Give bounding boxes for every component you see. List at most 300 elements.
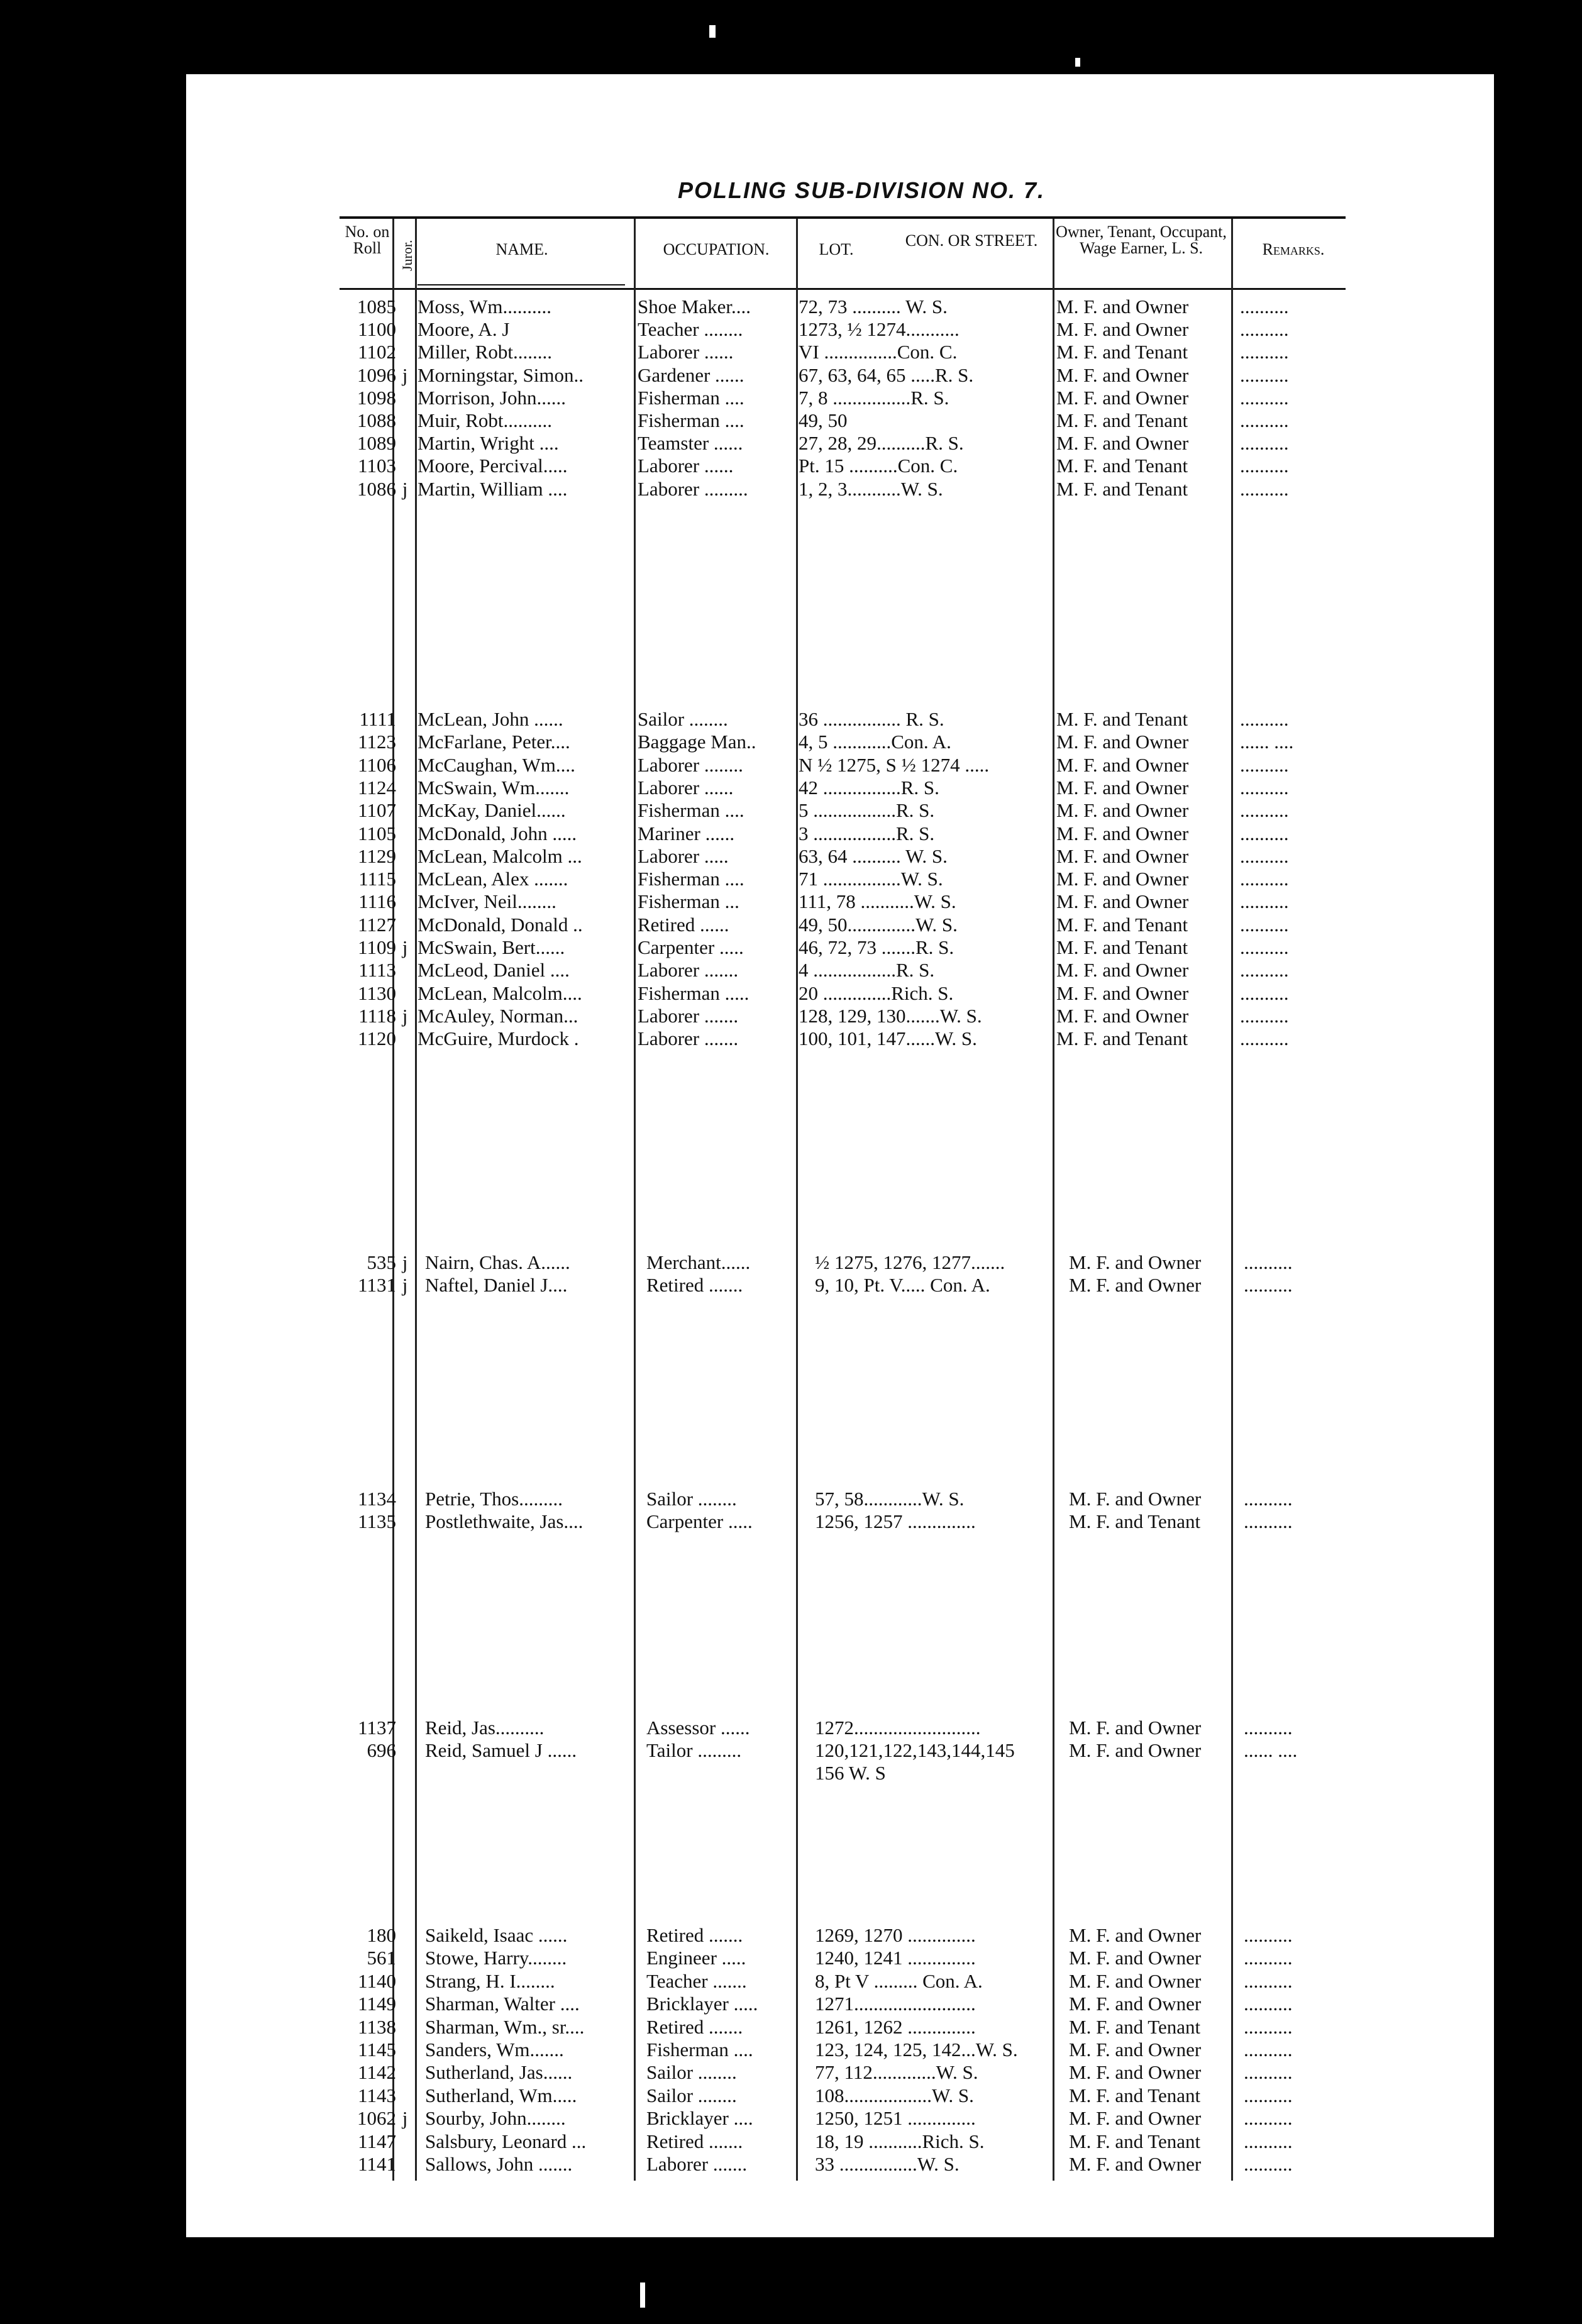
- tenure-status: M. F. and Tenant: [1056, 409, 1188, 431]
- lot-street: 49, 50..............W. S.: [799, 913, 958, 936]
- occupation: Laborer .......: [638, 1004, 739, 1027]
- roll-number: 1143: [358, 2084, 396, 2106]
- remarks: ..........: [1240, 936, 1289, 958]
- occupation: Laborer ......: [638, 455, 734, 477]
- tenure-status: M. F. and Tenant: [1056, 341, 1188, 363]
- occupation: Laborer .......: [646, 2153, 748, 2175]
- occupation: Teamster ......: [638, 432, 743, 455]
- remarks: ..........: [1240, 868, 1289, 890]
- table-row: [0, 409, 1582, 432]
- table-row: [0, 2084, 1582, 2107]
- roll-number: 1137: [358, 1717, 396, 1739]
- table-row: [0, 982, 1582, 1005]
- table-row: [0, 890, 1582, 913]
- elector-name: McIver, Neil........: [418, 890, 556, 913]
- elector-name: Sutherland, Wm.....: [425, 2084, 577, 2106]
- elector-name: Sutherland, Jas......: [425, 2061, 573, 2084]
- elector-name: Muir, Robt..........: [418, 409, 553, 431]
- remarks: ..........: [1240, 890, 1289, 913]
- remarks: ..........: [1240, 386, 1289, 409]
- occupation: Bricklayer .....: [646, 1993, 758, 2015]
- lot-street: 128, 129, 130.......W. S.: [799, 1004, 982, 1027]
- scan-mark-top-right: [1075, 58, 1080, 67]
- tenure-status: M. F. and Owner: [1069, 1717, 1202, 1739]
- lot-street: 57, 58............W. S.: [815, 1488, 965, 1510]
- lot-street: 1273, ½ 1274...........: [799, 318, 960, 341]
- tenure-status: M. F. and Owner: [1056, 432, 1189, 455]
- table-row: [0, 1993, 1582, 2015]
- occupation: Mariner ......: [638, 822, 735, 844]
- roll-number: 1134: [358, 1488, 396, 1510]
- elector-name: Sharman, Walter ....: [425, 1993, 580, 2015]
- table-row: [0, 1739, 1582, 1762]
- col-divider-2: [415, 219, 417, 2181]
- roll-number: 1118: [358, 1004, 396, 1027]
- remarks: ..........: [1244, 2084, 1293, 2106]
- elector-name: Morrison, John......: [418, 386, 566, 409]
- tenure-status: M. F. and Owner: [1069, 1993, 1202, 2015]
- lot-street: 18, 19 ...........Rich. S.: [815, 2130, 985, 2152]
- tenure-status: M. F. and Tenant: [1056, 913, 1188, 936]
- elector-name: McDonald, John .....: [418, 822, 577, 844]
- roll-number: 1149: [358, 1993, 396, 2015]
- elector-name: McSwain, Wm.......: [418, 776, 570, 799]
- elector-name: Petrie, Thos.........: [425, 1488, 563, 1510]
- col-header-status: Owner, Tenant, Occupant, Wage Earner, L. S.: [1056, 223, 1227, 257]
- roll-number: 1116: [358, 890, 396, 913]
- elector-name: Naftel, Daniel J....: [425, 1274, 568, 1296]
- remarks: ..........: [1240, 844, 1289, 867]
- roll-number: 1123: [358, 731, 396, 753]
- remarks: ..........: [1244, 2107, 1293, 2130]
- table-row: [0, 432, 1582, 455]
- occupation: Sailor ........: [646, 2084, 737, 2106]
- remarks: ..........: [1240, 296, 1289, 318]
- roll-number: 535: [367, 1251, 396, 1273]
- tenure-status: M. F. and Owner: [1069, 1969, 1202, 1992]
- remarks: ..........: [1240, 913, 1289, 936]
- lot-street: 46, 72, 73 .......R. S.: [799, 936, 954, 958]
- table-row: [0, 1970, 1582, 1993]
- roll-number: 1145: [358, 2039, 396, 2061]
- remarks: ..........: [1244, 1993, 1293, 2015]
- table-row: [0, 2039, 1582, 2061]
- col-header-lot: LOT.: [819, 240, 854, 258]
- lot-street: N ½ 1275, S ½ 1274 .....: [799, 753, 990, 776]
- tenure-status: M. F. and Owner: [1056, 799, 1189, 822]
- tenure-status: M. F. and Tenant: [1056, 1027, 1188, 1050]
- roll-number: 1107: [358, 799, 396, 822]
- roll-number: 1130: [358, 982, 396, 1004]
- scan-mark-bottom: [640, 2282, 645, 2308]
- lot-street: 1240, 1241 ..............: [815, 1947, 976, 1969]
- remarks: ..........: [1240, 1004, 1289, 1027]
- tenure-status: M. F. and Owner: [1056, 386, 1189, 409]
- roll-number: 1142: [358, 2061, 396, 2084]
- roll-number: 1105: [358, 822, 396, 844]
- roll-number: 1102: [358, 341, 396, 363]
- occupation: Sailor ........: [646, 2061, 737, 2084]
- occupation: Retired .......: [646, 2130, 743, 2152]
- col-header-juror: Juror.: [399, 240, 415, 271]
- elector-name: Saikeld, Isaac ......: [425, 1924, 568, 1946]
- remarks: ..........: [1244, 1969, 1293, 1992]
- remarks: ..........: [1240, 455, 1289, 477]
- remarks: ..........: [1240, 753, 1289, 776]
- occupation: Fisherman ....: [638, 799, 744, 822]
- roll-number: 1109: [358, 936, 396, 958]
- occupation: Laborer .......: [638, 959, 739, 982]
- header-top-rule: [340, 216, 1346, 219]
- elector-name: Strang, H. I........: [425, 1969, 555, 1992]
- table-row: [0, 868, 1582, 890]
- table-row: [0, 341, 1582, 363]
- roll-number: 1135: [358, 1510, 396, 1532]
- elector-name: Moore, A. J: [418, 318, 510, 341]
- tenure-status: M. F. and Owner: [1056, 982, 1189, 1004]
- tenure-status: M. F. and Owner: [1069, 2039, 1202, 2061]
- col-header-no-roll: No. on Roll: [345, 223, 390, 257]
- table-row: [0, 959, 1582, 982]
- col-header-occupation: OCCUPATION.: [663, 240, 770, 258]
- lot-street: 1272..........................: [815, 1717, 981, 1739]
- lot-street: 8, Pt V ......... Con. A.: [815, 1969, 983, 1992]
- roll-number: 696: [367, 1739, 396, 1761]
- tenure-status: M. F. and Owner: [1056, 868, 1189, 890]
- lot-street: 9, 10, Pt. V..... Con. A.: [815, 1274, 990, 1296]
- elector-name: McFarlane, Peter....: [418, 731, 570, 753]
- occupation: Teacher ........: [638, 318, 743, 341]
- lot-street: 49, 50: [799, 409, 848, 431]
- occupation: Retired .......: [646, 1924, 743, 1946]
- occupation: Laborer ........: [638, 753, 743, 776]
- remarks: ..........: [1244, 1251, 1293, 1273]
- elector-name: McCaughan, Wm....: [418, 753, 575, 776]
- tenure-status: M. F. and Tenant: [1056, 936, 1188, 958]
- juror-mark: j: [402, 1004, 408, 1027]
- table-row: [0, 318, 1582, 341]
- remarks: ..........: [1240, 708, 1289, 730]
- tenure-status: M. F. and Owner: [1069, 1274, 1202, 1296]
- lot-street: 100, 101, 147......W. S.: [799, 1027, 977, 1050]
- remarks: ..........: [1244, 2130, 1293, 2152]
- table-row: [0, 936, 1582, 959]
- table-row: [0, 822, 1582, 845]
- occupation: Assessor ......: [646, 1717, 750, 1739]
- elector-name: McGuire, Murdock .: [418, 1027, 579, 1050]
- juror-mark: j: [402, 477, 408, 500]
- elector-name: Sourby, John........: [425, 2107, 566, 2130]
- lot-street: 42 ................R. S.: [799, 776, 939, 799]
- col-divider-3: [634, 219, 636, 2181]
- occupation: Laborer .........: [638, 477, 748, 500]
- col-divider-1: [392, 219, 394, 2181]
- elector-name: Reid, Jas..........: [425, 1717, 545, 1739]
- elector-name: McKay, Daniel......: [418, 799, 566, 822]
- remarks: ..........: [1244, 2015, 1293, 2038]
- lot-street: 36 ................ R. S.: [799, 708, 944, 730]
- elector-name: Sallows, John .......: [425, 2153, 573, 2175]
- elector-name: McLean, Alex .......: [418, 868, 568, 890]
- occupation: Laborer ......: [638, 341, 734, 363]
- tenure-status: M. F. and Owner: [1056, 844, 1189, 867]
- roll-number: 1085: [357, 296, 396, 318]
- occupation: Carpenter .....: [646, 1510, 753, 1532]
- roll-number: 1103: [358, 455, 396, 477]
- col-header-remarks: Remarks.: [1262, 240, 1325, 258]
- tenure-status: M. F. and Owner: [1069, 1739, 1202, 1761]
- table-row: [0, 914, 1582, 936]
- roll-number: 1100: [358, 318, 396, 341]
- col-header-con-street: CON. OR STREET.: [905, 231, 1038, 250]
- tenure-status: M. F. and Owner: [1069, 2061, 1202, 2084]
- table-row: [0, 364, 1582, 387]
- roll-number: 180: [367, 1924, 396, 1946]
- roll-number: 1111: [359, 708, 396, 730]
- tenure-status: M. F. and Owner: [1069, 2153, 1202, 2175]
- remarks: ..........: [1240, 982, 1289, 1004]
- table-row: [0, 731, 1582, 753]
- lot-street: 156 W. S: [815, 1762, 886, 1784]
- occupation: Retired .......: [646, 2015, 743, 2038]
- occupation: Merchant......: [646, 1251, 751, 1273]
- elector-name: Miller, Robt........: [418, 341, 553, 363]
- occupation: Teacher .......: [646, 1969, 747, 1992]
- elector-name: Reid, Samuel J ......: [425, 1739, 577, 1761]
- tenure-status: M. F. and Tenant: [1056, 455, 1188, 477]
- col-divider-6: [1231, 219, 1233, 2181]
- roll-number: 1088: [357, 409, 396, 431]
- roll-number: 1106: [358, 753, 396, 776]
- occupation: Retired .......: [646, 1274, 743, 1296]
- lot-street: 1, 2, 3...........W. S.: [799, 477, 943, 500]
- table-row: [0, 387, 1582, 409]
- occupation: Gardener ......: [638, 363, 744, 386]
- table-row: [0, 1488, 1582, 1510]
- roll-number: 1131: [358, 1274, 396, 1296]
- page-title: POLLING SUB-DIVISION NO. 7.: [677, 177, 1046, 203]
- occupation: Shoe Maker....: [638, 296, 751, 318]
- table-row: [0, 2130, 1582, 2153]
- juror-mark: j: [402, 1251, 408, 1273]
- lot-street: 5 .................R. S.: [799, 799, 935, 822]
- lot-street: 77, 112.............W. S.: [815, 2061, 978, 2084]
- occupation: Sailor ........: [646, 1488, 737, 1510]
- remarks: ..........: [1240, 799, 1289, 822]
- table-row: [0, 1510, 1582, 1533]
- tenure-status: M. F. and Owner: [1056, 363, 1189, 386]
- lot-street: VI ...............Con. C.: [799, 341, 958, 363]
- lot-street: 1261, 1262 ..............: [815, 2015, 976, 2038]
- table-row: [0, 799, 1582, 822]
- occupation: Laborer ......: [638, 776, 734, 799]
- table-row: [0, 708, 1582, 731]
- tenure-status: M. F. and Owner: [1056, 318, 1189, 341]
- remarks: ..........: [1240, 432, 1289, 455]
- remarks: ..........: [1244, 1947, 1293, 1969]
- tenure-status: M. F. and Owner: [1069, 1251, 1202, 1273]
- roll-number: 1096: [357, 363, 396, 386]
- remarks: ..........: [1240, 1027, 1289, 1050]
- elector-name: McSwain, Bert......: [418, 936, 565, 958]
- lot-street: 120,121,122,143,144,145: [815, 1739, 1015, 1761]
- elector-name: Moss, Wm..........: [418, 296, 552, 318]
- occupation: Engineer .....: [646, 1947, 746, 1969]
- header-bottom-rule: [340, 288, 1346, 290]
- col-divider-4: [796, 219, 798, 2181]
- lot-street: 33 ................W. S.: [815, 2153, 960, 2175]
- occupation: Laborer .....: [638, 844, 729, 867]
- lot-street: 111, 78 ...........W. S.: [799, 890, 956, 913]
- tenure-status: M. F. and Tenant: [1069, 2084, 1201, 2106]
- juror-mark: j: [402, 936, 408, 958]
- occupation: Tailor .........: [646, 1739, 742, 1761]
- elector-name: Salsbury, Leonard ...: [425, 2130, 587, 2152]
- lot-street: 4, 5 ............Con. A.: [799, 731, 951, 753]
- juror-mark: j: [402, 1274, 408, 1296]
- tenure-status: M. F. and Tenant: [1056, 708, 1188, 730]
- lot-street: 72, 73 .......... W. S.: [799, 296, 948, 318]
- elector-name: Sanders, Wm.......: [425, 2039, 564, 2061]
- elector-name: Martin, Wright ....: [418, 432, 559, 455]
- tenure-status: M. F. and Tenant: [1056, 477, 1188, 500]
- col-header-name: NAME.: [495, 240, 548, 258]
- tenure-status: M. F. and Owner: [1069, 1947, 1202, 1969]
- lot-street: 1269, 1270 ..............: [815, 1924, 976, 1946]
- tenure-status: M. F. and Owner: [1056, 890, 1189, 913]
- table-row: [0, 777, 1582, 799]
- elector-name: Sharman, Wm., sr....: [425, 2015, 585, 2038]
- table-row: [0, 845, 1582, 868]
- remarks: ...... ....: [1244, 1739, 1298, 1761]
- elector-name: Martin, William ....: [418, 477, 568, 500]
- tenure-status: M. F. and Owner: [1069, 1488, 1202, 1510]
- elector-name: Nairn, Chas. A......: [425, 1251, 570, 1273]
- lot-street: ½ 1275, 1276, 1277.......: [815, 1251, 1005, 1273]
- elector-name: McLeod, Daniel ....: [418, 959, 570, 982]
- tenure-status: M. F. and Owner: [1056, 731, 1189, 753]
- table-row: [0, 478, 1582, 501]
- occupation: Retired ......: [638, 913, 729, 936]
- tenure-status: M. F. and Owner: [1069, 2107, 1202, 2130]
- table-row: [0, 1027, 1582, 1050]
- roll-number: 1062: [357, 2107, 396, 2130]
- tenure-status: M. F. and Owner: [1056, 822, 1189, 844]
- tenure-status: M. F. and Owner: [1056, 296, 1189, 318]
- elector-name: McLean, John ......: [418, 708, 563, 730]
- roll-number: 1098: [357, 386, 396, 409]
- tenure-status: M. F. and Owner: [1056, 1004, 1189, 1027]
- roll-number: 1127: [358, 913, 396, 936]
- remarks: ..........: [1240, 776, 1289, 799]
- remarks: ..........: [1240, 318, 1289, 341]
- elector-name: McAuley, Norman...: [418, 1004, 578, 1027]
- remarks: ..........: [1244, 1924, 1293, 1946]
- tenure-status: M. F. and Owner: [1056, 959, 1189, 982]
- roll-number: 1120: [358, 1027, 396, 1050]
- roll-number: 1113: [358, 959, 396, 982]
- table-row: [0, 296, 1582, 318]
- remarks: ..........: [1244, 1717, 1293, 1739]
- table-row: [0, 1924, 1582, 1947]
- table-row: [0, 455, 1582, 477]
- lot-street: 20 ..............Rich. S.: [799, 982, 954, 1004]
- remarks: ..........: [1244, 2039, 1293, 2061]
- elector-name: McDonald, Donald ..: [418, 913, 583, 936]
- tenure-status: M. F. and Owner: [1056, 776, 1189, 799]
- remarks: ..........: [1244, 2061, 1293, 2084]
- roll-number: 1086: [357, 477, 396, 500]
- table-row: [0, 1274, 1582, 1297]
- occupation: Carpenter .....: [638, 936, 744, 958]
- remarks: ..........: [1240, 822, 1289, 844]
- remarks: ..........: [1240, 477, 1289, 500]
- roll-number: 1138: [358, 2015, 396, 2038]
- table-row: [0, 2016, 1582, 2039]
- name-underline: [418, 284, 625, 285]
- remarks: ...... ....: [1240, 731, 1294, 753]
- juror-mark: j: [402, 363, 408, 386]
- lot-street: 1271.........................: [815, 1993, 976, 2015]
- occupation: Fisherman ....: [638, 386, 744, 409]
- occupation: Bricklayer ....: [646, 2107, 753, 2130]
- tenure-status: M. F. and Owner: [1056, 753, 1189, 776]
- juror-mark: j: [402, 2107, 408, 2130]
- roll-number: 561: [367, 1947, 396, 1969]
- elector-name: McLean, Malcolm ...: [418, 844, 582, 867]
- lot-street: 71 ................W. S.: [799, 868, 943, 890]
- remarks: ..........: [1244, 1274, 1293, 1296]
- table-row: [0, 2061, 1582, 2084]
- tenure-status: M. F. and Tenant: [1069, 1510, 1201, 1532]
- table-row: [0, 1005, 1582, 1027]
- roll-number: 1089: [357, 432, 396, 455]
- lot-street: 123, 124, 125, 142...W. S.: [815, 2039, 1018, 2061]
- occupation: Fisherman ....: [638, 409, 744, 431]
- table-row: [0, 2107, 1582, 2130]
- lot-street: 7, 8 ................R. S.: [799, 386, 949, 409]
- table-row: [0, 1947, 1582, 1969]
- elector-name: McLean, Malcolm....: [418, 982, 582, 1004]
- remarks: ..........: [1244, 1488, 1293, 1510]
- remarks: ..........: [1240, 363, 1289, 386]
- lot-street: 108..................W. S.: [815, 2084, 974, 2106]
- lot-street: 67, 63, 64, 65 .....R. S.: [799, 363, 974, 386]
- elector-name: Moore, Percival.....: [418, 455, 568, 477]
- roll-number: 1141: [358, 2153, 396, 2175]
- lot-street: 4 .................R. S.: [799, 959, 935, 982]
- table-row: [0, 2153, 1582, 2176]
- occupation: Fisherman .....: [638, 982, 750, 1004]
- table-row: [0, 754, 1582, 777]
- occupation: Fisherman ....: [638, 868, 744, 890]
- tenure-status: M. F. and Tenant: [1069, 2015, 1201, 2038]
- roll-number: 1140: [358, 1969, 396, 1992]
- lot-street: 1256, 1257 ..............: [815, 1510, 976, 1532]
- lot-street: 27, 28, 29..........R. S.: [799, 432, 964, 455]
- remarks: ..........: [1244, 2153, 1293, 2175]
- lot-street: Pt. 15 ..........Con. C.: [799, 455, 958, 477]
- scan-mark-top: [709, 25, 716, 38]
- tenure-status: M. F. and Owner: [1069, 1924, 1202, 1946]
- occupation: Laborer .......: [638, 1027, 739, 1050]
- col-divider-5: [1053, 219, 1054, 2181]
- lot-street: 63, 64 .......... W. S.: [799, 844, 948, 867]
- occupation: Baggage Man..: [638, 731, 756, 753]
- table-row: [0, 1251, 1582, 1274]
- roll-number: 1124: [358, 776, 396, 799]
- occupation: Fisherman ...: [638, 890, 739, 913]
